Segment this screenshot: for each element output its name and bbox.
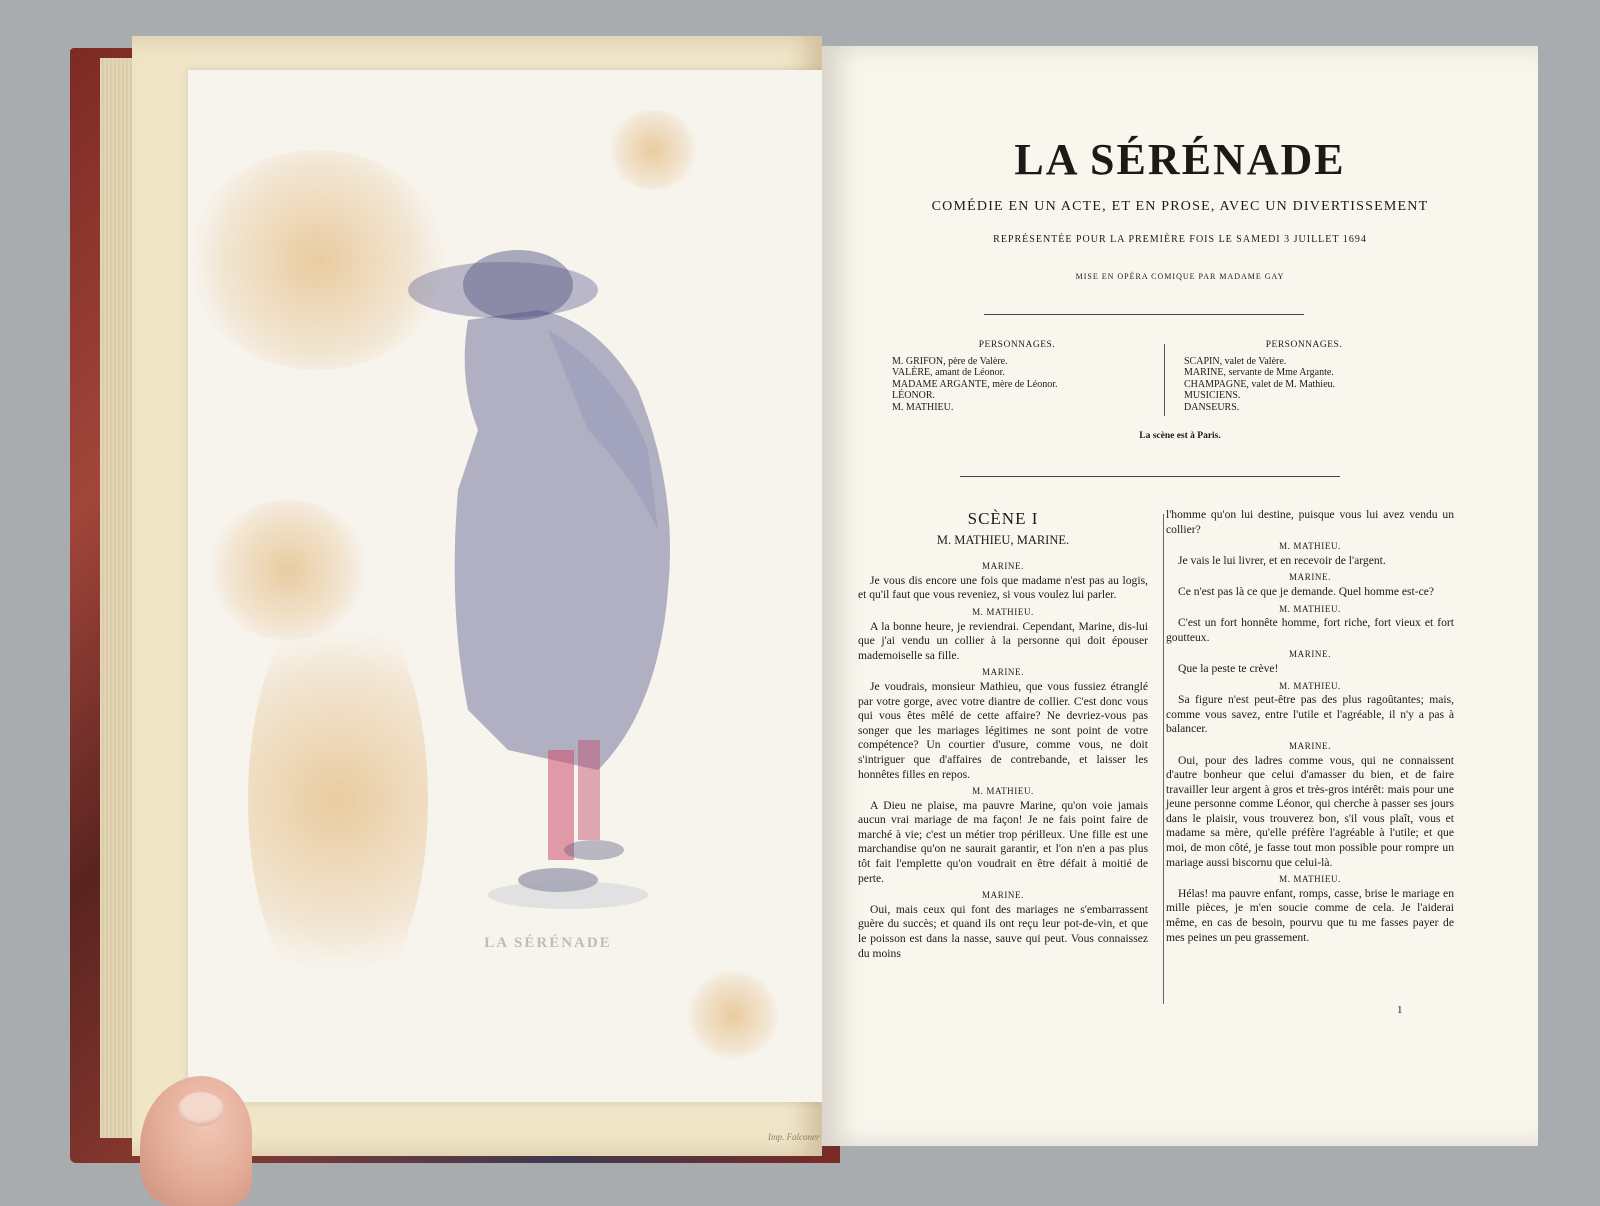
speaker-label: M. MATHIEU. bbox=[1279, 680, 1341, 691]
speaker-label: M. MATHIEU. bbox=[972, 786, 1034, 797]
cast-item: MARINE, servante de Mme Argante. bbox=[1184, 367, 1334, 378]
speech: A Dieu ne plaise, ma pauvre Marine, qu'on voie jamais aucun vrai mariage de ma façon! Je ne fais point faire de marché à vie; c'est un métier trop périlleux. Une fille est une marchandise qu'on ne saurait garantir, et l'on n'en a pas plus tôt fait l'emplette qu'on voudrait en être défait à moitié de perte. bbox=[858, 798, 1148, 885]
subtitle: COMÉDIE EN UN ACTE, ET EN PROSE, AVEC UN DIVERTISSEMENT bbox=[931, 199, 1429, 214]
speech: Que la peste te crève! bbox=[1178, 661, 1279, 675]
imprint-mark: Imp. Falconer bbox=[768, 1132, 820, 1142]
speaker-label: M. MATHIEU. bbox=[972, 606, 1034, 617]
plate-caption: LA SÉRÉNADE bbox=[484, 935, 612, 951]
speech: Sa figure n'est peut-être pas des plus ragoûtantes; mais, comme vous savez, entre l'utile et l'agréable, il n'y a pas à balancer. bbox=[1166, 693, 1454, 736]
scene-characters: M. MATHIEU, MARINE. bbox=[936, 532, 1070, 547]
divider-rule bbox=[960, 476, 1340, 477]
cast-item: DANSEURS. bbox=[1184, 401, 1240, 413]
speech: Hélas! ma pauvre enfant, romps, casse, brise le mariage en mille pièces, je m'en soucie comme de cela. Je l'aiderai même, en cas de besoin, pourvu que tu me fasses payer de mes peines un peu grassement. bbox=[1166, 886, 1454, 944]
foxing-stain bbox=[688, 970, 778, 1060]
speech: A la bonne heure, je reviendrai. Cependant, Marine, dis-lui que j'ai vendu un collier à la personne qui doit épouser mademoiselle sa fille. bbox=[858, 619, 1148, 662]
premiere-line: REPRÉSENTÉE POUR LA PREMIÈRE FOIS LE SAMEDI 3 JUILLET 1694 bbox=[993, 234, 1367, 245]
speech: Je vous dis encore une fois que madame n'est pas au logis, et qu'il faut que vous reveniez, si vous voulez lui parler. bbox=[858, 573, 1148, 602]
speaker-label: MARINE. bbox=[1289, 572, 1331, 583]
cast-item: M. MATHIEU. bbox=[892, 401, 954, 413]
cast-item: MUSICIENS. bbox=[1184, 390, 1241, 401]
speech: C'est un fort honnête homme, fort riche, fort vieux et fort goutteux. bbox=[1166, 616, 1454, 644]
speaker-label: M. MATHIEU. bbox=[1279, 541, 1341, 552]
divider-rule bbox=[984, 314, 1304, 315]
speech: Oui, mais ceux qui font des mariages ne s'embarrassent guère du succès; et quand ils ont reçu leur pot-de-vin, et que le poisson est dans la nasse, sauve qui peut. Vous connaissez du moins bbox=[858, 902, 1148, 960]
speaker-label: M. MATHIEU. bbox=[1279, 874, 1341, 885]
page-title: LA SÉRÉNADE bbox=[1014, 135, 1346, 184]
foxing-stain bbox=[608, 110, 698, 190]
speaker-label: MARINE. bbox=[1289, 740, 1331, 751]
cast-divider bbox=[1164, 344, 1165, 416]
thumbnail-nail bbox=[178, 1092, 224, 1126]
cast-list-right bbox=[1184, 340, 1424, 413]
page-number: 1 bbox=[1397, 1004, 1403, 1016]
cast-item: LÉONOR. bbox=[892, 390, 936, 401]
speech: Je vais le lui livrer, et en recevoir de l'argent. bbox=[1178, 553, 1386, 567]
cast-heading: PERSONNAGES. bbox=[978, 340, 1056, 350]
cast-list-left bbox=[892, 340, 1142, 413]
right-page bbox=[822, 46, 1538, 1146]
cast-item: M. GRIFON, père de Valère. bbox=[892, 355, 1008, 367]
speaker-label: MARINE. bbox=[982, 561, 1024, 572]
cast-item: SCAPIN, valet de Valère. bbox=[1184, 355, 1287, 367]
scene-location: La scène est à Paris. bbox=[1139, 431, 1221, 441]
cast-item: CHAMPAGNE, valet de M. Mathieu. bbox=[1184, 378, 1336, 390]
text-column-left bbox=[858, 508, 1148, 963]
speaker-label: MARINE. bbox=[1289, 649, 1331, 660]
speech: Je voudrais, monsieur Mathieu, que vous fussiez étranglé par votre gorge, avec votre diantre de collier. C'est donc vous qui vous êtes mêlé de cette affaire? Ne devriez-vous pas songer que les mariages légitimes ne sont point de votre compétence? Un courtier d'usure, comme vous, ne doit s'intriguer que d'affaires de contrebande, et laisser les honnêtes filles en repos. bbox=[858, 679, 1148, 781]
cast-item: VALÈRE, amant de Léonor. bbox=[892, 367, 1005, 378]
speaker-label: MARINE. bbox=[982, 890, 1024, 901]
speech-continuation: l'homme qu'on lui destine, puisque vous lui avez vendu un collier? bbox=[1166, 508, 1454, 536]
speech: Oui, pour des ladres comme vous, qui ne connaissent d'autre bonheur que celui d'amasser du bien, et de faire travailler leur argent à gros et très-gros intérêt: mais pour une jeune personne comme Léonor, qui cherche à passer ses jours dans le plaisir, vous trouverez bon, s'il vous plaît, vous et madame sa mère, qu'elle préfère l'agréable à l'utile; et que moi, de mon côté, je fasse tout mon possible pour rompre un mariage aussi biscornu que celui-là. bbox=[1166, 753, 1454, 869]
scene-title: SCÈNE I bbox=[967, 509, 1039, 528]
page-edges bbox=[100, 58, 136, 1138]
speaker-label: M. MATHIEU. bbox=[1279, 603, 1341, 614]
tissue-guard-sheet bbox=[188, 70, 822, 1102]
text-column-right bbox=[1166, 508, 1454, 947]
cast-item: MADAME ARGANTE, mère de Léonor. bbox=[892, 378, 1058, 390]
speaker-label: MARINE. bbox=[982, 667, 1024, 678]
column-divider bbox=[1163, 514, 1164, 1004]
adaptation-line: MISE EN OPÉRA COMIQUE PAR MADAME GAY bbox=[1075, 272, 1285, 281]
scapin-engraving bbox=[398, 230, 718, 930]
speech: Ce n'est pas là ce que je demande. Quel homme est-ce? bbox=[1178, 584, 1435, 598]
cast-heading: PERSONNAGES. bbox=[1265, 340, 1343, 350]
